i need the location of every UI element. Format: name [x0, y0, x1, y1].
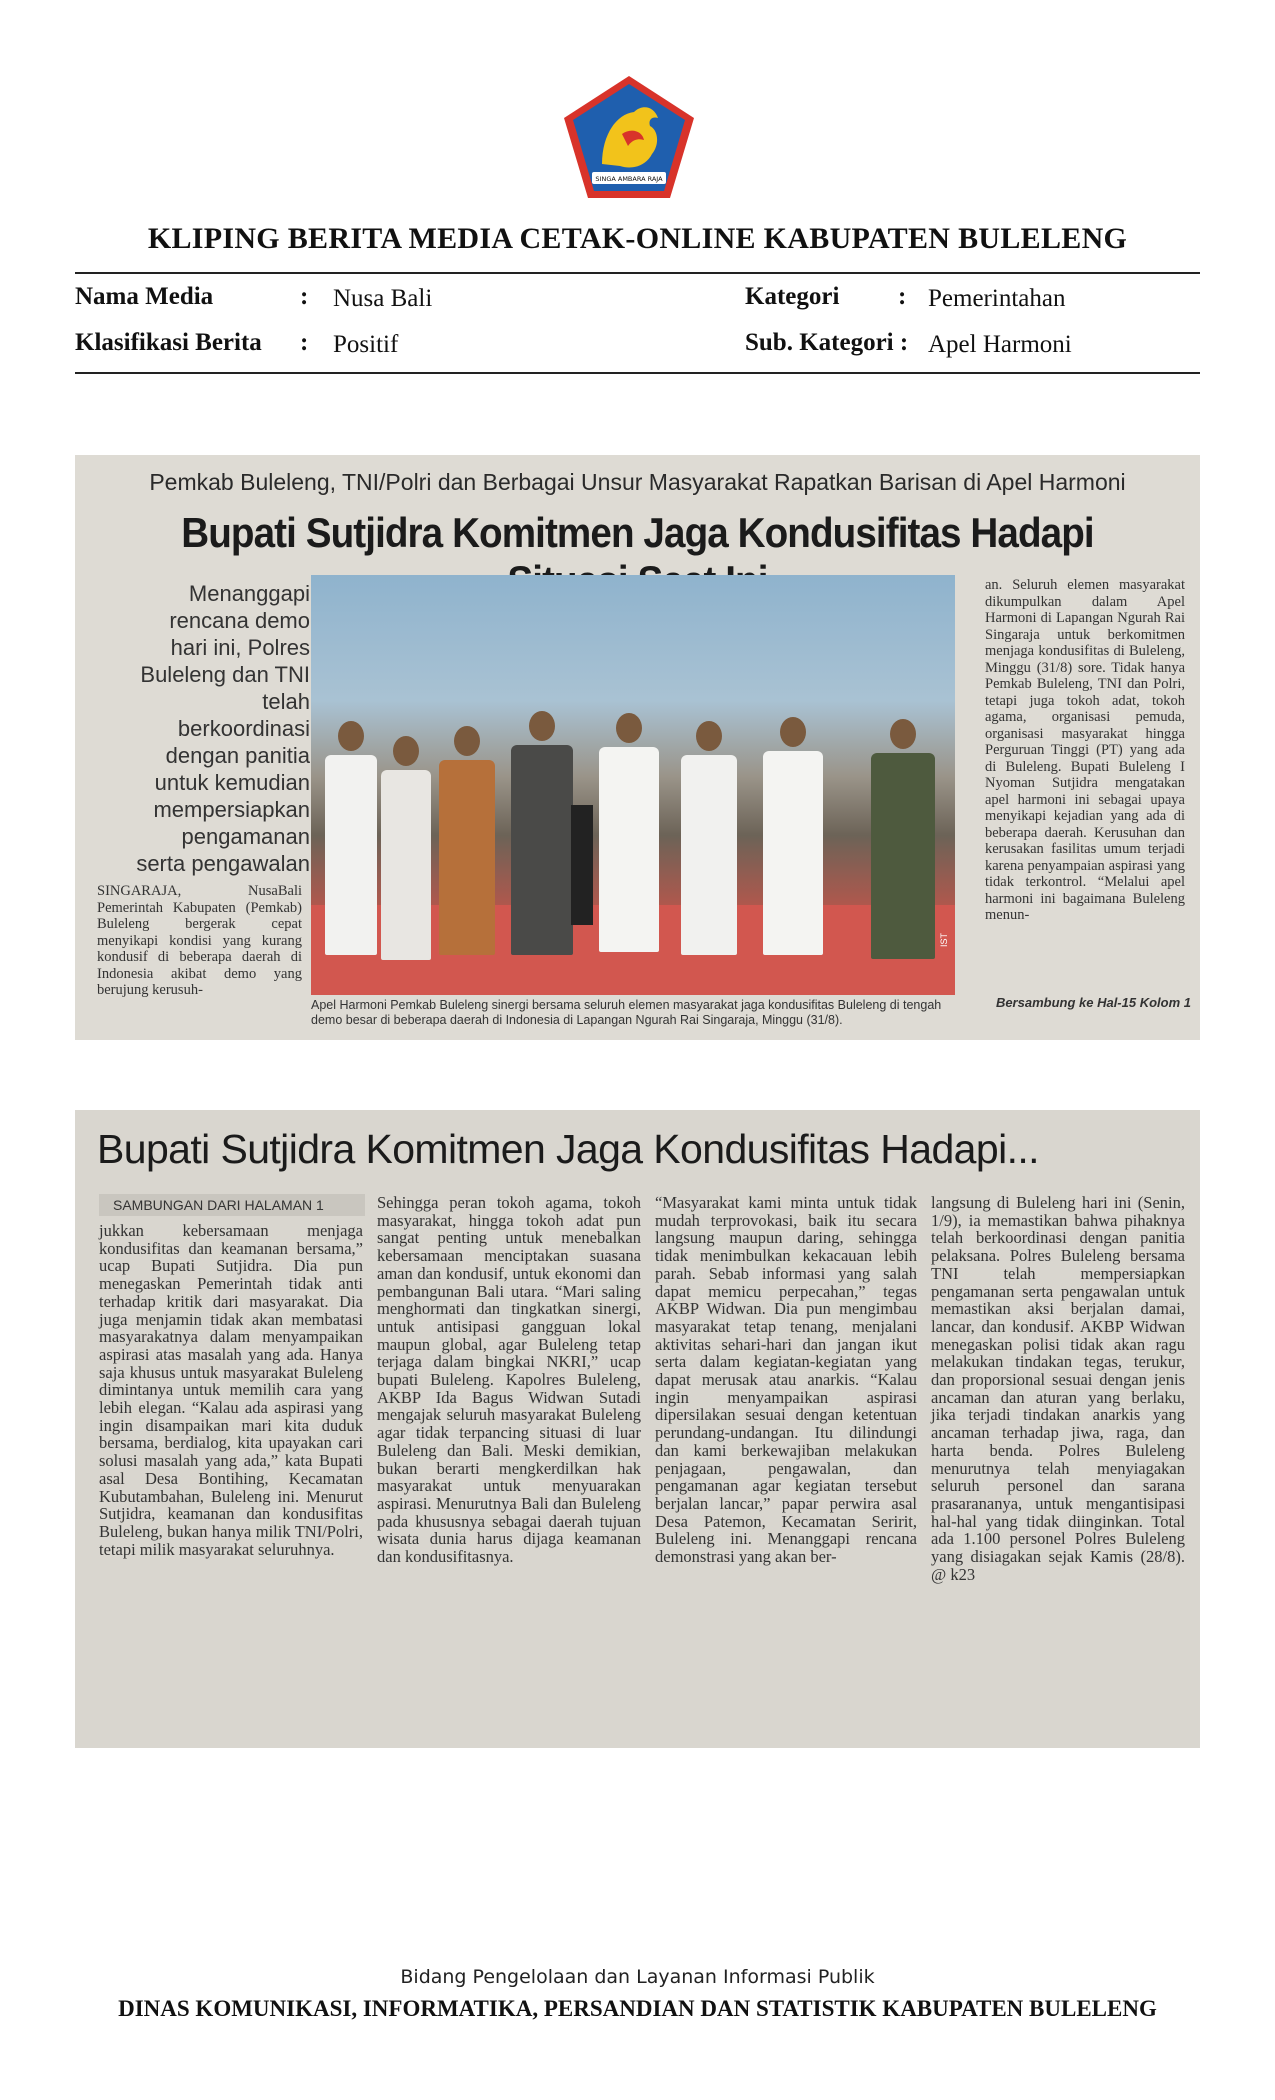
- kategori-value: Pemerintahan: [928, 285, 1066, 312]
- continuation-column-2: Sehingga peran tokoh agama, tokoh masyarakat, hingga tokoh adat pun sangat penting untuk menebalkan kebersamaan menciptakan suasana aman dan kondusif, untuk ekonomi dan pembangunan Bali utara. “Mari saling menghormati dan tingkatkan sinergi, untuk antisipasi gangguan lokal maupun global, agar Buleleng tetap terjaga dalam bingkai NKRI,” ucap bupati Buleleng. Kapolres Buleleng, AKBP Ida Bagus Widwan Sutadi mengajak seluruh masyarakat Buleleng agar tidak terpancing situasi di luar Buleleng dan Bali. Meski demikian, bukan berarti mengkerdilkan hak masyarakat untuk menyuarakan aspirasi. Menurutnya Bali dan Buleleng pada khususnya sebagai daerah tujuan wisata dunia harus dijaga keamanan dan kondusifitasnya.: [377, 1193, 641, 1567]
- continuation-label: SAMBUNGAN DARI HALAMAN 1: [99, 1194, 365, 1216]
- footer-agency: DINAS KOMUNIKASI, INFORMATIKA, PERSANDIAN DAN STATISTIK KABUPATEN BULELENG: [118, 1996, 1157, 2021]
- media-colon: :: [300, 283, 309, 310]
- kategori-colon: :: [898, 283, 907, 310]
- photo-person: [763, 751, 823, 955]
- page-title: KLIPING BERITA MEDIA CETAK-ONLINE KABUPATEN BULELENG: [147, 222, 1128, 255]
- clipping-headline: Bupati Sutjidra Komitmen Jaga Kondusifitas Hadapi: [181, 509, 1094, 556]
- footer-department: Bidang Pengelolaan dan Layanan Informasi Publik: [400, 1966, 875, 1988]
- header-divider: [75, 272, 1200, 274]
- media-label: Nama Media: [75, 283, 214, 310]
- clipping-right-column: an. Seluruh elemen masyarakat dikumpulkan dalam Apel Harmoni di Lapangan Ngurah Rai Singaraja untuk berkomitmen menjaga kondusifitas di Buleleng, Minggu (31/8) sore. Tidak hanya Pemkab Buleleng, TNI dan Polri, tetapi juga tokoh adat, tokoh agama, organisasi pemuda, organisasi masyarakat hingga Perguruan Tinggi (PT) yang ada di Buleleng. Bupati Buleleng I Nyoman Sutjidra mengatakan apel harmoni ini sebagai upaya menyikapi kejadian yang ada di beberapa daerah. Kerusuhan dan kerusakan fasilitas umum terjadi karena penyampaian aspirasi yang tidak terkontrol. “Melalui apel harmoni ini bagaimana Buleleng menun-: [985, 577, 1185, 923]
- klasifikasi-value: Positif: [333, 331, 399, 358]
- continuation-column-3: “Masyarakat kami minta untuk tidak mudah terprovokasi, baik itu secara langsung maupun daring, sehingga tidak menimbulkan kekacauan lebih parah. Sebab informasi yang salah dapat memicu perpecahan,” tegas AKBP Widwan. Dia pun mengimbau masyarakat tetap tenang, menjalani aktivitas sehari-hari dan jangan ikut serta dalam kegiatan-kegiatan yang dapat merusak atau anarkis. “Kalau ingin menyampaikan aspirasi dipersilakan sesuai dengan ketentuan perundang-undangan. Itu dilindungi dan kami berkewajiban melakukan penjagaan, pengawalan, dan pengamanan agar kegiatan tersebut berjalan lancar,” papar perwira asal Desa Patemon, Kecamatan Seririt, Buleleng ini. Menanggapi rencana demonstrasi yang akan ber-: [655, 1193, 917, 1567]
- buleleng-logo-icon: [562, 74, 696, 200]
- kategori-label: Kategori: [745, 283, 840, 310]
- clipping-kicker: Pemkab Buleleng, TNI/Polri dan Berbagai Unsur Masyarakat Rapatkan Barisan di Apel Harmoni: [149, 469, 1126, 495]
- continuation-column-4: langsung di Buleleng hari ini (Senin, 1/9), ia memastikan bahwa pihaknya telah berkoordinasi dengan panitia pelaksana. Polres Buleleng bersama TNI telah mempersiapkan pengamanan serta pengawalan untuk memastikan aksi berjalan damai, lancar, dan kondusif. AKBP Widwan menegaskan polisi tidak akan ragu melakukan tindakan tegas, terukur, dan proporsional sesuai dengan jenis ancaman dan aturan yang berlaku, jika terjadi tindakan anarkis yang ancaman terhadap jiwa, raga, dan harta benda. Polres Buleleng menurutnya telah menyiagakan seluruh personel dan sarana prasarananya, untuk mengantisipasi hal-hal yang tidak diinginkan. Total ada 1.100 personel Polres Buleleng yang disiagakan sejak Kamis (28/8). @ k23: [931, 1193, 1185, 1584]
- klasifikasi-label: Klasifikasi Berita: [75, 329, 262, 356]
- svg-text:SINGA AMBARA RAJA: SINGA AMBARA RAJA: [595, 175, 663, 183]
- photo-person: [439, 760, 495, 955]
- continuation-headline: Bupati Sutjidra Komitmen Jaga Kondusifitas Hadapi...: [97, 1126, 1039, 1172]
- continued-note: Bersambung ke Hal-15 Kolom 1: [995, 995, 1191, 1010]
- photo-person: [599, 747, 659, 952]
- subkategori-label: Sub. Kategori :: [745, 329, 909, 356]
- news-clipping-continuation: [75, 1110, 1200, 1748]
- photo-person: [381, 770, 431, 960]
- subkategori-value: Apel Harmoni: [928, 331, 1072, 358]
- photo-person: [511, 745, 573, 955]
- media-value: Nusa Bali: [333, 285, 433, 312]
- photo-person: [871, 753, 935, 959]
- news-clipping-front-page: [75, 455, 1200, 1040]
- photo-caption: Apel Harmoni Pemkab Buleleng sinergi bersama seluruh elemen masyarakat jaga kondusifitas Buleleng di tengah demo besar di beberapa daerah di Indonesia di Lapangan Ngurah Rai Singaraja, Minggu (31/8).: [311, 998, 942, 1027]
- photo-microphone-stand: [571, 805, 593, 925]
- clipping-callout: Menanggapi rencana demo hari ini, Polres Buleleng dan TNI telah berkoordinasi dengan panitia untuk kemudian mempersiapkan pengamanan serta pengawalan: [136, 581, 310, 876]
- photo-credit: IST: [938, 932, 949, 948]
- clipping-lead-text: SINGARAJA, NusaBali Pemerintah Kabupaten (Pemkab) Buleleng bergerak cepat menyikapi kondisi yang kurang kondusif di beberapa daerah di Indonesia akibat demo yang berujung kerusuh-: [97, 883, 302, 998]
- news-photo: [311, 575, 955, 995]
- klasifikasi-colon: :: [300, 329, 309, 356]
- photo-person: [325, 755, 377, 955]
- meta-divider: [75, 372, 1200, 374]
- photo-person: [681, 755, 737, 955]
- continuation-column-1: jukkan kebersamaan menjaga kondusifitas dan keamanan bersama,” ucap Bupati Sutjidra. Dia pun menegaskan Pemerintah tidak anti terhadap kritik dari masyarakat. Dia juga menjamin tidak akan membatasi masyarakatnya dalam menyampaikan aspirasi atas masalah yang ada. Hanya saja khusus untuk masyarakat Buleleng dimintanya untuk memilih cara yang lebih elegan. “Kalau ada aspirasi yang ingin disampaikan mari kita duduk bersama, berdialog, kita upayakan cari solusi masalah yang ada,” kata Bupati asal Desa Bontihing, Kecamatan Kubutambahan, Buleleng ini. Menurut Sutjidra, keamanan dan kondusifitas Buleleng, bukan hanya milik TNI/Polri, tetapi milik masyarakat seluruhnya.: [99, 1221, 363, 1559]
